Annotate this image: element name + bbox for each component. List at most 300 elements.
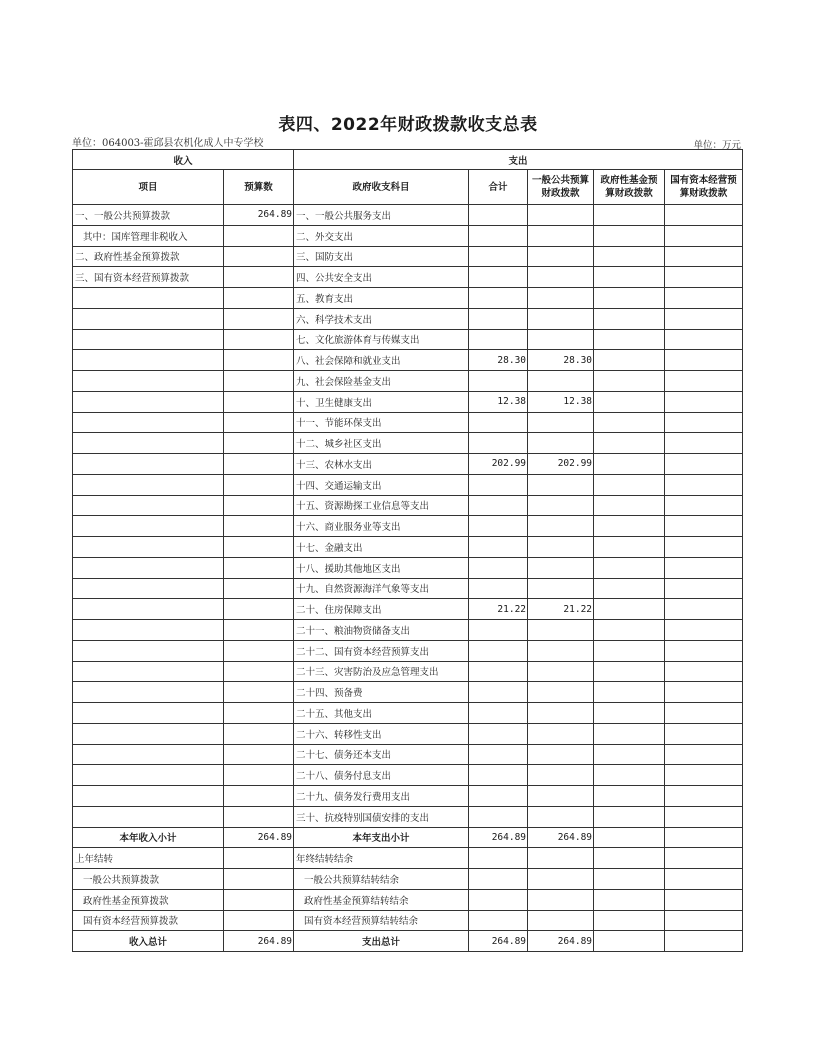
expense-general-public: 202.99 bbox=[528, 454, 594, 475]
grand-total-row bbox=[73, 931, 743, 952]
expense-gov-fund bbox=[594, 495, 665, 516]
expense-gov-fund bbox=[594, 205, 665, 226]
income-budget bbox=[224, 495, 294, 516]
expense-state-capital bbox=[665, 454, 743, 475]
expense-general-public bbox=[528, 723, 594, 744]
income-budget bbox=[224, 682, 294, 703]
income-budget bbox=[224, 350, 294, 371]
expense-state-capital bbox=[665, 329, 743, 350]
expense-carry-item: 年终结转结余 bbox=[294, 848, 469, 869]
expense-state-capital bbox=[665, 765, 743, 786]
header-item: 项目 bbox=[73, 170, 224, 205]
table-row bbox=[73, 786, 743, 807]
table-row bbox=[73, 246, 743, 267]
expense-subject: 二十、住房保障支出 bbox=[294, 599, 469, 620]
expense-state-capital bbox=[665, 620, 743, 641]
expense-subject: 二十九、债务发行费用支出 bbox=[294, 786, 469, 807]
expense-state-capital bbox=[665, 246, 743, 267]
expense-total bbox=[469, 516, 528, 537]
expense-subject: 九、社会保险基金支出 bbox=[294, 371, 469, 392]
expense-total: 12.38 bbox=[469, 391, 528, 412]
table-row bbox=[73, 703, 743, 724]
expense-state-capital bbox=[665, 371, 743, 392]
expense-carry-gov-fund bbox=[594, 889, 665, 910]
expense-subject: 十三、农林水支出 bbox=[294, 454, 469, 475]
expense-subject: 十四、交通运输支出 bbox=[294, 474, 469, 495]
income-budget bbox=[224, 371, 294, 392]
income-budget bbox=[224, 308, 294, 329]
expense-total bbox=[469, 537, 528, 558]
income-item bbox=[73, 703, 224, 724]
expense-total: 202.99 bbox=[469, 454, 528, 475]
table-row bbox=[73, 661, 743, 682]
expense-gov-fund bbox=[594, 516, 665, 537]
expense-general-public bbox=[528, 744, 594, 765]
table-row bbox=[73, 765, 743, 786]
expense-gov-fund bbox=[594, 412, 665, 433]
expense-gov-fund bbox=[594, 308, 665, 329]
expense-general-public bbox=[528, 765, 594, 786]
expense-grand-total-general-public: 264.89 bbox=[528, 931, 594, 952]
table-row bbox=[73, 599, 743, 620]
expense-general-public bbox=[528, 329, 594, 350]
expense-total bbox=[469, 371, 528, 392]
expense-subject: 十五、资源勘探工业信息等支出 bbox=[294, 495, 469, 516]
income-item bbox=[73, 744, 224, 765]
expense-carry-item: 政府性基金预算结转结余 bbox=[294, 889, 469, 910]
expense-state-capital bbox=[665, 599, 743, 620]
expense-subject: 八、社会保障和就业支出 bbox=[294, 350, 469, 371]
expense-total bbox=[469, 620, 528, 641]
expense-total bbox=[469, 557, 528, 578]
expense-carry-item: 国有资本经营预算结转结余 bbox=[294, 910, 469, 931]
expense-total: 28.30 bbox=[469, 350, 528, 371]
expense-gov-fund bbox=[594, 433, 665, 454]
income-item bbox=[73, 682, 224, 703]
income-budget bbox=[224, 267, 294, 288]
expense-general-public: 12.38 bbox=[528, 391, 594, 412]
expense-general-public bbox=[528, 495, 594, 516]
expense-subject: 二十七、债务还本支出 bbox=[294, 744, 469, 765]
expense-state-capital bbox=[665, 516, 743, 537]
expense-state-capital bbox=[665, 391, 743, 412]
unit-currency: 单位：万元 bbox=[693, 140, 741, 151]
fiscal-summary-table bbox=[72, 149, 743, 952]
expense-general-public bbox=[528, 786, 594, 807]
income-subtotal-value: 264.89 bbox=[224, 827, 294, 848]
income-item bbox=[73, 723, 224, 744]
expense-subject: 二十三、灾害防治及应急管理支出 bbox=[294, 661, 469, 682]
table-row bbox=[73, 267, 743, 288]
carryover-row bbox=[73, 889, 743, 910]
expense-total bbox=[469, 495, 528, 516]
expense-state-capital bbox=[665, 578, 743, 599]
income-item bbox=[73, 640, 224, 661]
expense-grand-total-label: 支出总计 bbox=[294, 931, 469, 952]
income-budget bbox=[224, 537, 294, 558]
income-grand-total-label: 收入总计 bbox=[73, 931, 224, 952]
income-item bbox=[73, 661, 224, 682]
income-budget bbox=[224, 744, 294, 765]
expense-gov-fund bbox=[594, 391, 665, 412]
expense-gov-fund bbox=[594, 474, 665, 495]
expense-subtotal-general-public: 264.89 bbox=[528, 827, 594, 848]
expense-gov-fund bbox=[594, 454, 665, 475]
expense-carry-gov-fund bbox=[594, 848, 665, 869]
expense-general-public: 28.30 bbox=[528, 350, 594, 371]
table-row bbox=[73, 433, 743, 454]
income-budget bbox=[224, 661, 294, 682]
expense-state-capital bbox=[665, 205, 743, 226]
income-carry-item: 政府性基金预算拨款 bbox=[73, 889, 224, 910]
income-budget bbox=[224, 599, 294, 620]
expense-state-capital bbox=[665, 744, 743, 765]
expense-grand-total-gov-fund bbox=[594, 931, 665, 952]
expense-total bbox=[469, 412, 528, 433]
income-budget: 264.89 bbox=[224, 205, 294, 226]
expense-carry-total bbox=[469, 869, 528, 890]
expense-subject: 十二、城乡社区支出 bbox=[294, 433, 469, 454]
expense-total bbox=[469, 308, 528, 329]
expense-subject: 二十六、转移性支出 bbox=[294, 723, 469, 744]
income-item bbox=[73, 557, 224, 578]
expense-subject: 二、外交支出 bbox=[294, 225, 469, 246]
income-budget bbox=[224, 225, 294, 246]
expense-subject: 十一、节能环保支出 bbox=[294, 412, 469, 433]
expense-gov-fund bbox=[594, 350, 665, 371]
table-row bbox=[73, 744, 743, 765]
expense-state-capital bbox=[665, 661, 743, 682]
table-row bbox=[73, 474, 743, 495]
table-row bbox=[73, 620, 743, 641]
expense-general-public bbox=[528, 246, 594, 267]
income-item bbox=[73, 765, 224, 786]
table-row bbox=[73, 350, 743, 371]
income-item bbox=[73, 412, 224, 433]
header-state-capital: 国有资本经营预算财政拨款 bbox=[665, 170, 743, 205]
subtotal-row bbox=[73, 827, 743, 848]
income-item bbox=[73, 371, 224, 392]
income-item bbox=[73, 474, 224, 495]
income-budget bbox=[224, 723, 294, 744]
table-row bbox=[73, 516, 743, 537]
income-carry-item: 上年结转 bbox=[73, 848, 224, 869]
income-item bbox=[73, 329, 224, 350]
income-budget bbox=[224, 433, 294, 454]
expense-total bbox=[469, 682, 528, 703]
expense-gov-fund bbox=[594, 225, 665, 246]
expense-gov-fund bbox=[594, 329, 665, 350]
table-row bbox=[73, 225, 743, 246]
expense-gov-fund bbox=[594, 578, 665, 599]
expense-total bbox=[469, 744, 528, 765]
income-budget bbox=[224, 786, 294, 807]
income-item: 二、政府性基金预算拨款 bbox=[73, 246, 224, 267]
expense-general-public: 21.22 bbox=[528, 599, 594, 620]
expense-subject: 三、国防支出 bbox=[294, 246, 469, 267]
expense-total bbox=[469, 661, 528, 682]
expense-gov-fund bbox=[594, 557, 665, 578]
expense-total bbox=[469, 225, 528, 246]
expense-gov-fund bbox=[594, 703, 665, 724]
table-row bbox=[73, 308, 743, 329]
expense-general-public bbox=[528, 371, 594, 392]
expense-general-public bbox=[528, 640, 594, 661]
expense-state-capital bbox=[665, 474, 743, 495]
expense-subject: 二十二、国有资本经营预算支出 bbox=[294, 640, 469, 661]
header-expense: 支出 bbox=[294, 150, 743, 170]
income-budget bbox=[224, 246, 294, 267]
table-row bbox=[73, 454, 743, 475]
expense-general-public bbox=[528, 205, 594, 226]
expense-general-public bbox=[528, 578, 594, 599]
income-budget bbox=[224, 391, 294, 412]
expense-state-capital bbox=[665, 412, 743, 433]
header-income: 收入 bbox=[73, 150, 294, 170]
expense-subject: 五、教育支出 bbox=[294, 288, 469, 309]
expense-total bbox=[469, 474, 528, 495]
expense-gov-fund bbox=[594, 371, 665, 392]
income-item bbox=[73, 786, 224, 807]
expense-gov-fund bbox=[594, 267, 665, 288]
income-item bbox=[73, 433, 224, 454]
expense-subject: 六、科学技术支出 bbox=[294, 308, 469, 329]
expense-grand-total: 264.89 bbox=[469, 931, 528, 952]
expense-gov-fund bbox=[594, 806, 665, 827]
expense-total bbox=[469, 640, 528, 661]
income-item bbox=[73, 516, 224, 537]
income-item bbox=[73, 806, 224, 827]
expense-general-public bbox=[528, 433, 594, 454]
unit-organization: 单位：064003-霍邱县农机化成人中专学校 bbox=[72, 138, 264, 149]
income-carry-item: 国有资本经营预算拨款 bbox=[73, 910, 224, 931]
income-item bbox=[73, 620, 224, 641]
expense-gov-fund bbox=[594, 640, 665, 661]
table-row bbox=[73, 205, 743, 226]
expense-general-public bbox=[528, 288, 594, 309]
expense-total bbox=[469, 703, 528, 724]
expense-subtotal-label: 本年支出小计 bbox=[294, 827, 469, 848]
expense-subject: 二十一、粮油物资储备支出 bbox=[294, 620, 469, 641]
income-carry-value bbox=[224, 889, 294, 910]
expense-gov-fund bbox=[594, 288, 665, 309]
expense-carry-state-capital bbox=[665, 869, 743, 890]
expense-carry-total bbox=[469, 910, 528, 931]
expense-general-public bbox=[528, 620, 594, 641]
expense-state-capital bbox=[665, 495, 743, 516]
expense-total bbox=[469, 765, 528, 786]
expense-subject: 十八、援助其他地区支出 bbox=[294, 557, 469, 578]
expense-carry-general-public bbox=[528, 869, 594, 890]
income-budget bbox=[224, 765, 294, 786]
expense-subject: 四、公共安全支出 bbox=[294, 267, 469, 288]
income-budget bbox=[224, 288, 294, 309]
expense-state-capital bbox=[665, 267, 743, 288]
expense-general-public bbox=[528, 537, 594, 558]
income-item bbox=[73, 495, 224, 516]
expense-carry-general-public bbox=[528, 910, 594, 931]
expense-subtotal-state-capital bbox=[665, 827, 743, 848]
income-budget bbox=[224, 557, 294, 578]
expense-carry-total bbox=[469, 848, 528, 869]
expense-grand-total-state-capital bbox=[665, 931, 743, 952]
header-general-public: 一般公共预算财政拨款 bbox=[528, 170, 594, 205]
table-row bbox=[73, 557, 743, 578]
table-row bbox=[73, 537, 743, 558]
header-gov-fund: 政府性基金预算财政拨款 bbox=[594, 170, 665, 205]
expense-subtotal-total: 264.89 bbox=[469, 827, 528, 848]
income-carry-value bbox=[224, 869, 294, 890]
expense-carry-general-public bbox=[528, 889, 594, 910]
expense-state-capital bbox=[665, 288, 743, 309]
expense-total: 21.22 bbox=[469, 599, 528, 620]
expense-total bbox=[469, 288, 528, 309]
expense-total bbox=[469, 329, 528, 350]
expense-state-capital bbox=[665, 786, 743, 807]
expense-subject: 二十八、债务付息支出 bbox=[294, 765, 469, 786]
table-row bbox=[73, 371, 743, 392]
expense-general-public bbox=[528, 516, 594, 537]
expense-subject: 十、卫生健康支出 bbox=[294, 391, 469, 412]
income-carry-value bbox=[224, 848, 294, 869]
table-row bbox=[73, 578, 743, 599]
expense-total bbox=[469, 267, 528, 288]
income-item bbox=[73, 537, 224, 558]
expense-state-capital bbox=[665, 557, 743, 578]
income-budget bbox=[224, 620, 294, 641]
table-row bbox=[73, 412, 743, 433]
income-item bbox=[73, 454, 224, 475]
expense-gov-fund bbox=[594, 620, 665, 641]
income-item bbox=[73, 391, 224, 412]
expense-general-public bbox=[528, 412, 594, 433]
expense-general-public bbox=[528, 225, 594, 246]
income-budget bbox=[224, 806, 294, 827]
income-item: 三、国有资本经营预算拨款 bbox=[73, 267, 224, 288]
expense-total bbox=[469, 433, 528, 454]
expense-general-public bbox=[528, 557, 594, 578]
expense-gov-fund bbox=[594, 723, 665, 744]
income-budget bbox=[224, 454, 294, 475]
income-item: 其中：国库管理非税收入 bbox=[73, 225, 224, 246]
page-title: 表四、2022年财政拨款收支总表 bbox=[278, 115, 538, 135]
income-item bbox=[73, 308, 224, 329]
expense-gov-fund bbox=[594, 786, 665, 807]
table-row bbox=[73, 495, 743, 516]
expense-state-capital bbox=[665, 703, 743, 724]
expense-subject: 二十四、预备费 bbox=[294, 682, 469, 703]
expense-total bbox=[469, 578, 528, 599]
expense-gov-fund bbox=[594, 744, 665, 765]
expense-gov-fund bbox=[594, 246, 665, 267]
table-row bbox=[73, 288, 743, 309]
expense-carry-state-capital bbox=[665, 910, 743, 931]
expense-subject: 七、文化旅游体育与传媒支出 bbox=[294, 329, 469, 350]
carryover-row bbox=[73, 910, 743, 931]
expense-gov-fund bbox=[594, 765, 665, 786]
expense-subject: 二十五、其他支出 bbox=[294, 703, 469, 724]
expense-total bbox=[469, 786, 528, 807]
expense-total bbox=[469, 723, 528, 744]
income-item bbox=[73, 288, 224, 309]
expense-general-public bbox=[528, 661, 594, 682]
header-row-2 bbox=[73, 170, 743, 205]
table-row bbox=[73, 806, 743, 827]
income-item bbox=[73, 578, 224, 599]
carryover-row bbox=[73, 848, 743, 869]
expense-subject: 十七、金融支出 bbox=[294, 537, 469, 558]
expense-subject: 十九、自然资源海洋气象等支出 bbox=[294, 578, 469, 599]
header-gov-subject: 政府收支科目 bbox=[294, 170, 469, 205]
expense-general-public bbox=[528, 474, 594, 495]
expense-state-capital bbox=[665, 537, 743, 558]
income-budget bbox=[224, 474, 294, 495]
income-budget bbox=[224, 703, 294, 724]
expense-general-public bbox=[528, 806, 594, 827]
expense-state-capital bbox=[665, 682, 743, 703]
expense-total bbox=[469, 806, 528, 827]
income-carry-value bbox=[224, 910, 294, 931]
income-subtotal-label: 本年收入小计 bbox=[73, 827, 224, 848]
income-budget bbox=[224, 329, 294, 350]
income-item bbox=[73, 350, 224, 371]
expense-gov-fund bbox=[594, 661, 665, 682]
expense-state-capital bbox=[665, 640, 743, 661]
expense-state-capital bbox=[665, 433, 743, 454]
expense-general-public bbox=[528, 308, 594, 329]
table-row bbox=[73, 682, 743, 703]
header-total: 合计 bbox=[469, 170, 528, 205]
expense-carry-total bbox=[469, 889, 528, 910]
header-row-1 bbox=[73, 150, 743, 170]
header-budget: 预算数 bbox=[224, 170, 294, 205]
expense-gov-fund bbox=[594, 537, 665, 558]
expense-carry-state-capital bbox=[665, 848, 743, 869]
expense-carry-item: 一般公共预算结转结余 bbox=[294, 869, 469, 890]
expense-subject: 一、一般公共服务支出 bbox=[294, 205, 469, 226]
expense-carry-gov-fund bbox=[594, 910, 665, 931]
expense-state-capital bbox=[665, 308, 743, 329]
expense-general-public bbox=[528, 682, 594, 703]
income-item: 一、一般公共预算拨款 bbox=[73, 205, 224, 226]
expense-gov-fund bbox=[594, 599, 665, 620]
expense-state-capital bbox=[665, 723, 743, 744]
income-budget bbox=[224, 516, 294, 537]
expense-total bbox=[469, 205, 528, 226]
expense-subject: 三十、抗疫特别国债安排的支出 bbox=[294, 806, 469, 827]
income-carry-item: 一般公共预算拨款 bbox=[73, 869, 224, 890]
income-budget bbox=[224, 578, 294, 599]
expense-subtotal-gov-fund bbox=[594, 827, 665, 848]
income-budget bbox=[224, 412, 294, 433]
table-row bbox=[73, 391, 743, 412]
carryover-row bbox=[73, 869, 743, 890]
table-row bbox=[73, 640, 743, 661]
income-budget bbox=[224, 640, 294, 661]
expense-general-public bbox=[528, 703, 594, 724]
expense-subject: 十六、商业服务业等支出 bbox=[294, 516, 469, 537]
expense-state-capital bbox=[665, 806, 743, 827]
income-item bbox=[73, 599, 224, 620]
expense-carry-general-public bbox=[528, 848, 594, 869]
expense-state-capital bbox=[665, 350, 743, 371]
table-row bbox=[73, 329, 743, 350]
table-row bbox=[73, 723, 743, 744]
expense-state-capital bbox=[665, 225, 743, 246]
income-grand-total-value: 264.89 bbox=[224, 931, 294, 952]
expense-carry-gov-fund bbox=[594, 869, 665, 890]
expense-carry-state-capital bbox=[665, 889, 743, 910]
